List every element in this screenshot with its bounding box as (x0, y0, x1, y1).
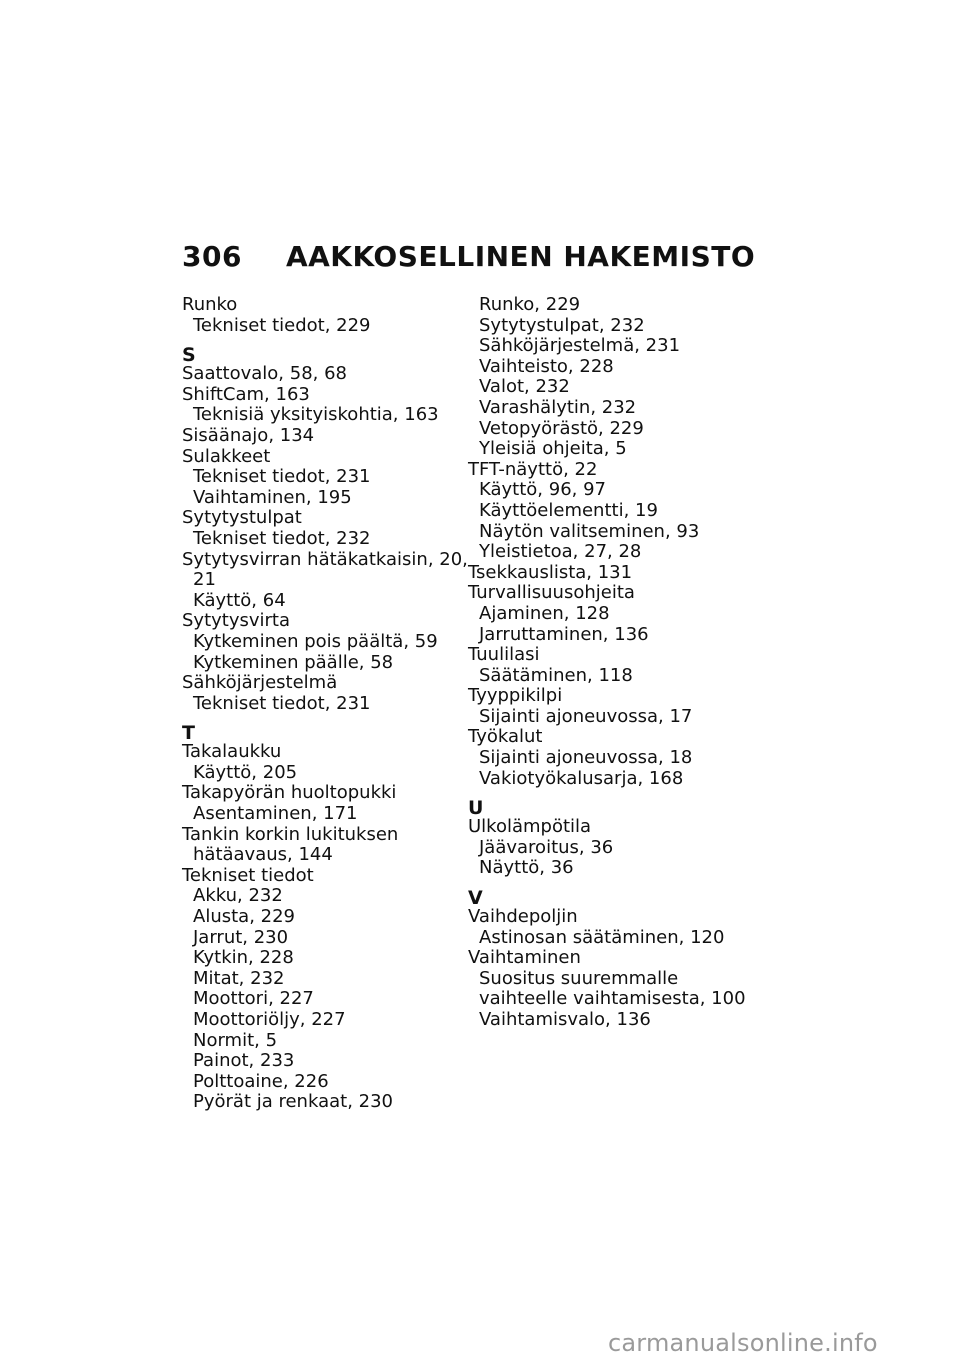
index-section-letter: V (468, 887, 483, 910)
page-number: 306 (182, 240, 242, 273)
index-entry: Sytytysvirran hätäkatkaisin, 20, (182, 548, 468, 570)
index-subentry: Normit, 5 (193, 1029, 278, 1051)
index-subentry: Sijainti ajoneuvossa, 18 (479, 747, 693, 769)
page-title (182, 240, 755, 273)
index-entry: Sytytysvirta (182, 610, 291, 632)
index-subentry: Polttoaine, 226 (193, 1070, 329, 1092)
index-subentry: Runko, 229 (479, 294, 581, 315)
index-entry: Takalaukku (182, 741, 282, 763)
index-subentry: Näytön valitseminen, 93 (479, 520, 700, 542)
index-subentry: Ajaminen, 128 (479, 602, 610, 624)
index-entry: Saattovalo, 58, 68 (182, 363, 348, 385)
index-subentry: Moottori, 227 (193, 988, 314, 1010)
index-subentry: Sytytystulpat, 232 (479, 314, 645, 336)
index-subentry: Varashälytin, 232 (479, 396, 637, 418)
index-subentry: Teknisiä yksityiskohtia, 163 (193, 404, 439, 426)
index-subentry: Vakiotyökalusarja, 168 (479, 767, 684, 789)
index-entry: Runko (182, 294, 238, 315)
index-subentry: Moottoriöljy, 227 (193, 1009, 346, 1030)
index-subentry: Käyttö, 205 (193, 761, 298, 783)
index-subentry: Vaihtaminen, 195 (193, 486, 352, 508)
index-subentry: Valot, 232 (479, 376, 570, 398)
index-section-letter: U (468, 797, 484, 820)
index-entry: ShiftCam, 163 (182, 383, 310, 405)
index-subentry: Vetopyörästö, 229 (479, 417, 644, 439)
index-section-letter: S (182, 344, 196, 367)
index-subentry: Akku, 232 (193, 885, 283, 907)
index-entry: Tuulilasi (468, 644, 540, 666)
index-entry: Ulkolämpötila (468, 816, 592, 838)
index-subentry: Asentaminen, 171 (193, 803, 358, 825)
index-subentry: Käyttö, 96, 97 (479, 479, 606, 501)
index-subentry: Tekniset tiedot, 232 (193, 527, 371, 549)
index-subentry: Käyttö, 64 (193, 589, 286, 611)
index-entry: Tsekkauslista, 131 (468, 561, 633, 583)
index-entry: Takapyörän huoltopukki (182, 782, 397, 804)
index-subentry: Pyörät ja renkaat, 230 (193, 1091, 393, 1113)
watermark-text: carmanualsonline.info (608, 1329, 878, 1357)
index-entry: Sulakkeet (182, 445, 271, 467)
index-subentry: Tekniset tiedot, 229 (193, 314, 371, 336)
index-section-letter: T (182, 722, 195, 745)
index-entry: TFT-näyttö, 22 (468, 458, 598, 480)
index-subentry: Säätäminen, 118 (479, 664, 633, 686)
index-subentry: Painot, 233 (193, 1050, 295, 1072)
index-entry: Sisäänajo, 134 (182, 424, 315, 446)
index-subentry: Vaihtamisvalo, 136 (479, 1009, 651, 1030)
index-subentry: Näyttö, 36 (479, 857, 574, 879)
index-subentry: vaihteelle vaihtamisesta, 100 (479, 988, 746, 1010)
index-entry: Turvallisuusohjeita (468, 582, 635, 604)
index-subentry: Vaihteisto, 228 (479, 355, 614, 377)
index-subentry: Sijainti ajoneuvossa, 17 (479, 705, 693, 727)
index-subentry: Suositus suuremmalle (479, 967, 679, 989)
index-subentry: Tekniset tiedot, 231 (193, 692, 371, 714)
index-entry: Tyyppikilpi (468, 685, 563, 707)
index-subentry: Kytkeminen pois päältä, 59 (193, 630, 438, 652)
index-subentry: Tekniset tiedot, 231 (193, 466, 371, 488)
index-column-left (182, 295, 472, 1113)
index-subentry: Käyttöelementti, 19 (479, 499, 658, 521)
index-subentry: Jarrut, 230 (193, 926, 289, 948)
index-subentry: Kytkin, 228 (193, 947, 294, 969)
page-heading: AAKKOSELLINEN HAKEMISTO (285, 240, 756, 273)
index-entry: Vaihdepoljin (468, 906, 578, 928)
index-entry: Työkalut (468, 726, 543, 748)
index-column-right (468, 295, 758, 1031)
index-subentry: Astinosan säätäminen, 120 (479, 926, 725, 948)
index-entry: Sytytystulpat (182, 507, 302, 529)
index-subentry: Yleisiä ohjeita, 5 (479, 438, 627, 460)
index-entry: Tankin korkin lukituksen (182, 823, 399, 845)
index-subentry: Jäävaroitus, 36 (479, 836, 614, 858)
index-entry: Sähköjärjestelmä (182, 672, 338, 694)
index-subentry: Kytkeminen päälle, 58 (193, 651, 394, 673)
index-subentry: 21 (193, 569, 216, 591)
index-entry: Vaihtaminen (468, 947, 581, 969)
index-subentry: Sähköjärjestelmä, 231 (479, 335, 681, 357)
index-entry: Tekniset tiedot (182, 864, 314, 886)
index-subentry: Jarruttaminen, 136 (479, 623, 649, 645)
index-subentry: Alusta, 229 (193, 906, 295, 928)
index-subentry: Mitat, 232 (193, 967, 285, 989)
index-subentry: Yleistietoa, 27, 28 (479, 541, 642, 563)
index-subentry: hätäavaus, 144 (193, 844, 333, 866)
